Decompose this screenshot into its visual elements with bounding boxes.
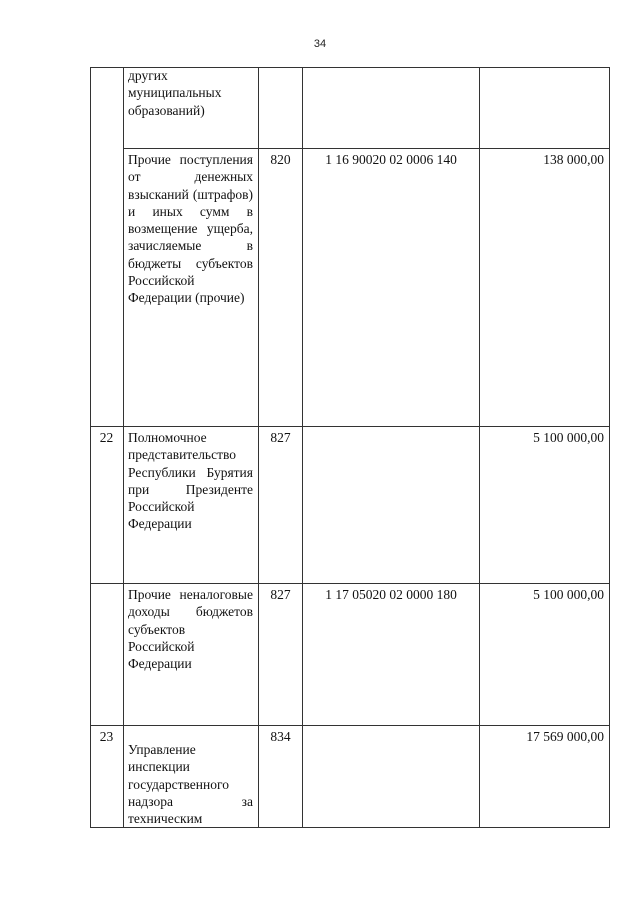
row-2-amount: 5 100 000,00 [533, 430, 604, 445]
row-0-name: других муниципальных образований) [128, 68, 222, 118]
row-3-code: 827 [270, 587, 291, 602]
row-1-kbk: 1 16 90020 02 0006 140 [325, 152, 457, 167]
row-4-amount: 17 569 000,00 [526, 729, 604, 744]
row-3-name: Прочие неналоговые доходы бюджетов субъектов Российской Федерации [128, 587, 253, 672]
row-3-kbk: 1 17 05020 02 0000 180 [325, 587, 457, 602]
row-4-name: Управление инспекции государственного надзора за техническим [128, 742, 253, 827]
row-4-number: 23 [99, 729, 114, 744]
row-2-name: Полномочное представительство Республики Бурятия при Президенте Российской Федерации [128, 430, 253, 532]
revenue-table [90, 67, 610, 828]
row-1-code: 820 [270, 152, 291, 167]
row-1-name: Прочие поступления от денежных взысканий (штрафов) и иных сумм в возмещение ущерба, зачисляемые в бюджеты субъектов Российской Федерации (прочие) [128, 152, 253, 306]
row-1-amount: 138 000,00 [543, 152, 604, 167]
row-4-code: 834 [270, 729, 291, 744]
page-number: 34 [313, 38, 327, 50]
row-2-code: 827 [270, 430, 291, 445]
row-2-number: 22 [99, 430, 114, 445]
row-3-amount: 5 100 000,00 [533, 587, 604, 602]
